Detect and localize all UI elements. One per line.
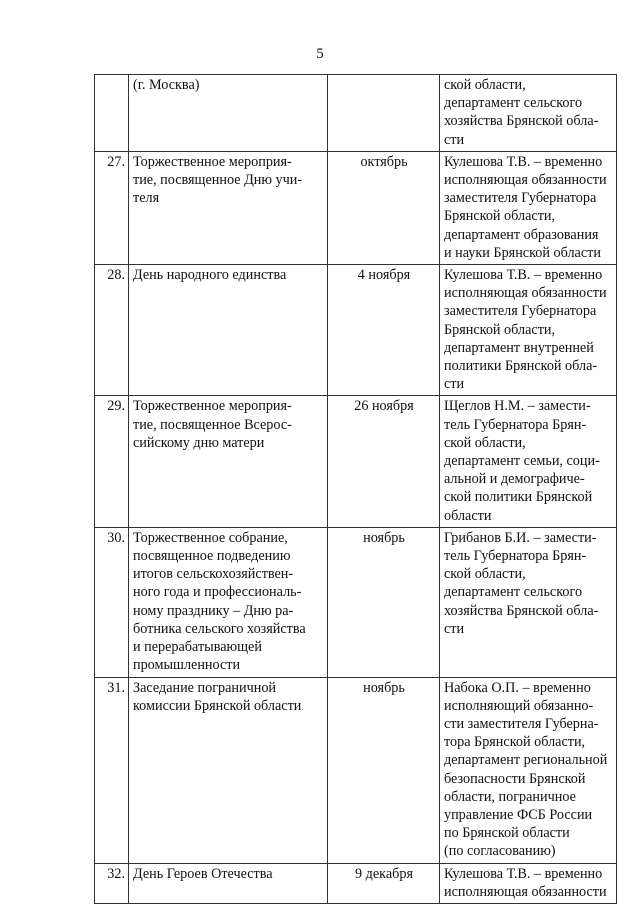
responsible-text-line: заместителя Губернатора (444, 190, 597, 207)
responsible-text-line: Брянской области, (444, 321, 556, 338)
responsible-text-line: сти (444, 620, 465, 637)
responsible-text-line: заместителя Губернатора (444, 303, 597, 320)
event-text-line: посвященное подведению (133, 548, 291, 565)
date-cell (328, 75, 440, 152)
responsible-text-line: Кулешова Т.В. – временно (444, 153, 603, 170)
event-text-line: Торжественное мероприя- (133, 153, 292, 170)
responsible-text-line: тель Губернатора Брян- (444, 548, 587, 565)
responsible-cell (440, 75, 617, 152)
table-row (95, 863, 617, 903)
table-row (95, 527, 617, 677)
responsible-text-line: ской области, (444, 434, 526, 451)
responsible-cell (440, 527, 617, 677)
responsible-text-line: Набока О.П. – временно (444, 679, 591, 696)
table-row (95, 75, 617, 152)
responsible-text-line: департамент семьи, соци- (444, 453, 600, 470)
responsible-text-line: ской области, (444, 566, 526, 583)
responsible-text-line: безопасности Брянской (444, 770, 586, 787)
responsible-text-line: сти заместителя Губерна- (444, 715, 599, 732)
responsible-text-line: Брянской области, (444, 208, 556, 225)
responsible-text-line: Кулешова Т.В. – временно (444, 267, 603, 284)
responsible-text-line: хозяйства Брянской обла- (444, 602, 599, 619)
event-text-line: комиссии Брянской области (133, 697, 302, 714)
event-text-line: ного года и профессиональ- (133, 584, 302, 601)
responsible-text-line: департамент региональной (444, 752, 608, 769)
responsible-text-line: сти (444, 376, 465, 393)
event-text-line: (г. Москва) (133, 77, 200, 93)
responsible-text-line: ской политики Брянской (444, 489, 593, 506)
responsible-text-line: департамент образования (444, 226, 599, 243)
event-text-line: День Героев Отечества (133, 865, 273, 882)
responsible-text-line: (по согласованию) (444, 843, 556, 860)
event-text-line: и перерабатывающей (133, 639, 262, 656)
responsible-cell (440, 396, 617, 527)
responsible-text-line: департамент сельского (444, 584, 583, 601)
responsible-cell (440, 863, 617, 903)
event-text-line: День народного единства (133, 267, 287, 284)
date-cell: 4 ноября (328, 265, 440, 396)
table-row (95, 396, 617, 527)
responsible-text-line: политики Брянской обла- (444, 358, 598, 375)
responsible-text-line: хозяйства Брянской обла- (444, 113, 599, 130)
event-text-line: теля (133, 190, 160, 207)
row-number-cell: 30. (95, 527, 129, 677)
responsible-text-line: управление ФСБ России (444, 806, 593, 823)
responsible-text-line: тора Брянской области, (444, 734, 586, 751)
table-row (95, 677, 617, 863)
row-number-cell: 29. (95, 396, 129, 527)
event-cell (129, 527, 328, 677)
page-number: 5 (316, 46, 324, 62)
responsible-text-line: ской области, (444, 77, 526, 93)
event-cell (129, 265, 328, 396)
responsible-text-line: области, пограничное (444, 788, 576, 805)
event-text-line: промышленности (133, 657, 241, 674)
table-row (95, 265, 617, 396)
responsible-text-line: Щеглов Н.М. – замести- (444, 398, 591, 415)
event-cell (129, 396, 328, 527)
responsible-text-line: тель Губернатора Брян- (444, 416, 587, 433)
row-number-cell: 32. (95, 863, 129, 903)
row-number-cell (95, 75, 129, 152)
event-cell (129, 677, 328, 863)
schedule-body (95, 75, 617, 904)
responsible-text-line: сти (444, 131, 465, 148)
responsible-text-line: и науки Брянской области (444, 244, 601, 261)
event-text-line: Торжественное мероприя- (133, 398, 292, 415)
event-text-line: сийскому дню матери (133, 434, 265, 451)
event-cell (129, 151, 328, 264)
events-schedule-table (94, 74, 617, 904)
event-text-line: итогов сельскохозяйствен- (133, 566, 294, 583)
date-cell: 9 декабря (328, 863, 440, 903)
responsible-text-line: департамент внутренней (444, 339, 594, 356)
responsible-text-line: альной и демографиче- (444, 471, 585, 488)
event-text-line: ботника сельского хозяйства (133, 620, 306, 637)
responsible-text-line: по Брянской области (444, 825, 570, 842)
responsible-text-line: области (444, 507, 492, 524)
row-number-cell: 27. (95, 151, 129, 264)
responsible-text-line: исполняющая обязанности (444, 285, 607, 302)
row-number-cell: 28. (95, 265, 129, 396)
row-number-cell: 31. (95, 677, 129, 863)
responsible-cell (440, 677, 617, 863)
date-cell: октябрь (328, 151, 440, 264)
table-row (95, 151, 617, 264)
responsible-cell (440, 151, 617, 264)
event-text-line: ному празднику – Дню ра- (133, 602, 294, 619)
responsible-text-line: исполняющий обязанно- (444, 697, 594, 714)
responsible-text-line: Грибанов Б.И. – замести- (444, 529, 597, 546)
responsible-text-line: Кулешова Т.В. – временно (444, 865, 603, 882)
date-cell: 26 ноября (328, 396, 440, 527)
responsible-cell (440, 265, 617, 396)
event-text-line: Заседание пограничной (133, 679, 277, 696)
date-cell: ноябрь (328, 527, 440, 677)
event-text-line: тие, посвященное Дню учи- (133, 172, 303, 189)
event-text-line: Торжественное собрание, (133, 529, 288, 546)
responsible-text-line: департамент сельского (444, 95, 583, 112)
event-cell (129, 863, 328, 903)
responsible-text-line: исполняющая обязанности (444, 172, 607, 189)
date-cell: ноябрь (328, 677, 440, 863)
responsible-text-line: исполняющая обязанности (444, 883, 607, 900)
event-cell (129, 75, 328, 152)
event-text-line: тие, посвященное Всерос- (133, 416, 292, 433)
